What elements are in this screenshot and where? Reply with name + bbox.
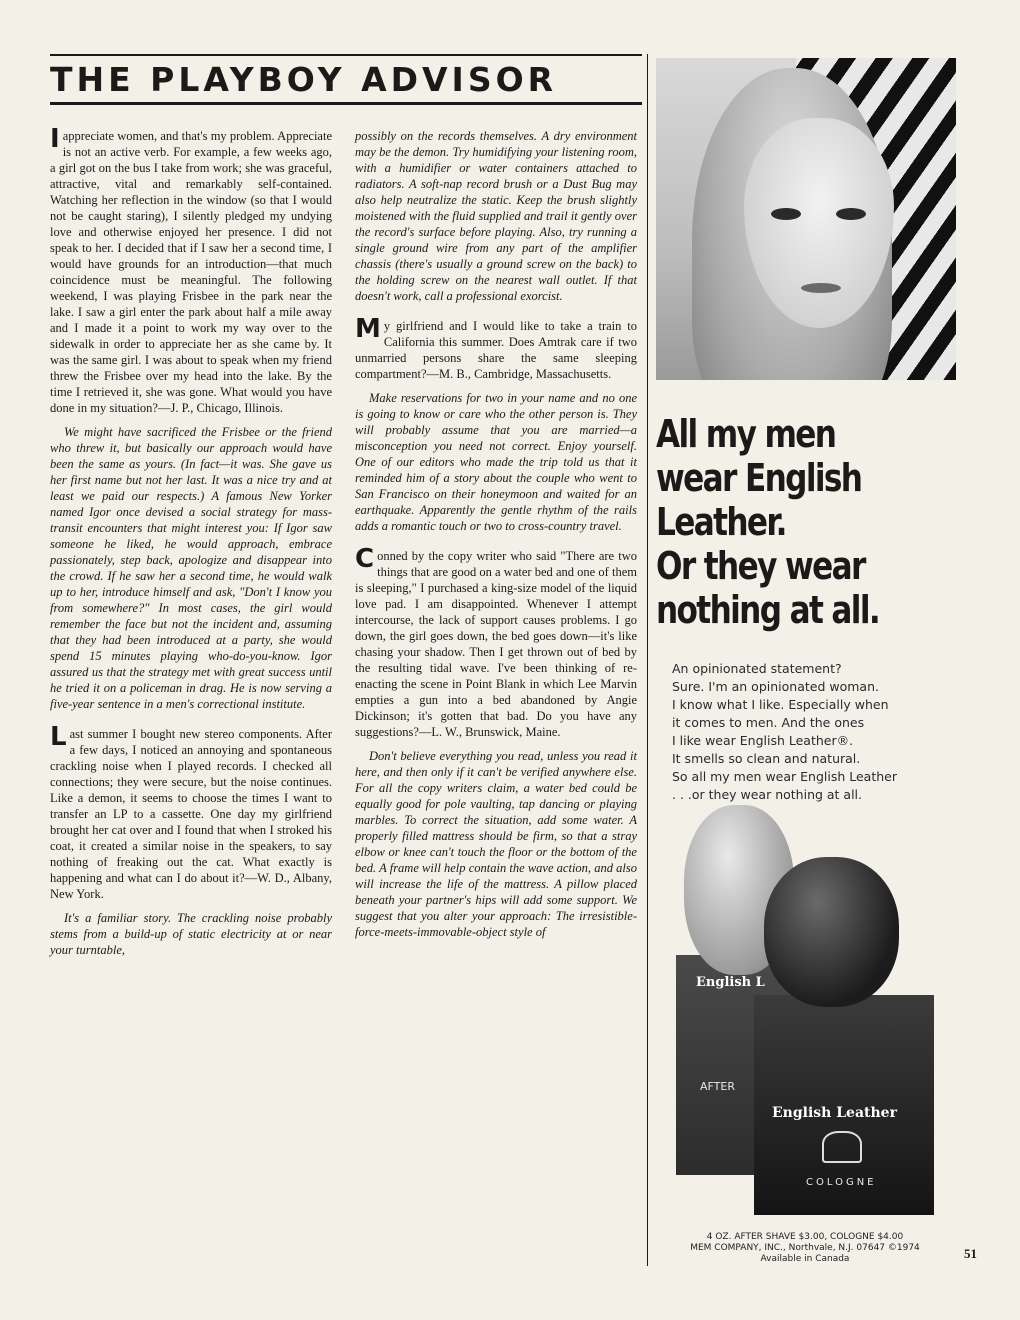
ad-photo-woman bbox=[656, 58, 956, 380]
fineprint-line: MEM COMPANY, INC., Northvale, N.J. 07647 ©1974 bbox=[690, 1243, 920, 1253]
drop-cap: L bbox=[50, 722, 67, 752]
answer-paragraph bbox=[355, 128, 637, 304]
drop-cap: I bbox=[50, 124, 60, 154]
ad-headline-line: wear English bbox=[656, 456, 862, 500]
saddle-icon bbox=[822, 1131, 862, 1163]
aftershave-label-after: AFTER bbox=[700, 1080, 735, 1093]
drop-cap: C bbox=[355, 544, 375, 574]
ad-headline bbox=[656, 412, 902, 632]
ad-headline-line: Or they wear bbox=[656, 544, 865, 588]
paragraph-text: Make reservations for two in your name and no one is going to know or care who the other person is. They will probably assume that you are married—a misconception you need not correct. Enjoy yourself. One of our editors who made the trip told us that it reminded him of a story about the couple who went to San Francisco on their honeymoon and waited for an earthquake. Apparently the gentle rhythm of the rails adds a romantic touch or two to cross-country travel. bbox=[355, 391, 637, 533]
ad-copy-line: It smells so clean and natural. bbox=[672, 751, 861, 766]
masthead-top-rule bbox=[50, 54, 642, 56]
article-column-1 bbox=[50, 124, 332, 966]
paragraph-text: We might have sacrificed the Frisbee or the friend who threw it, but basically our approach would have been the same as yours. (In fact—it was. She gave us her first name but not her last. It was a nice try and at least we paid our respects.) A famous New Yorker named Igor once devised a social strategy for mass-transit encounters that might interest you: If Igor saw someone he liked, he would approach, embrace passionately, step back, apologize and disappear into the crowd. If he saw her a second time, he would walk up to her, introduce himself and ask, "Don't I know you from somewhere?" In most cases, the girl would remember the face but not the incident and, assuming that they had been introduced at a party, she would spend 15 minutes playing who-do-you-know. Igor assured us that the strategy met with great success until he tried it on a policeman in drag. He is now serving a five-year sentence in a men's correctional institute. bbox=[50, 425, 332, 711]
question-paragraph bbox=[355, 314, 637, 382]
ad-copy-line: An opinionated statement? bbox=[672, 661, 842, 676]
answer-paragraph bbox=[355, 748, 637, 940]
ad-product-photo bbox=[676, 795, 938, 1217]
ad-headline-line: nothing at all. bbox=[656, 588, 880, 632]
paragraph-text: It's a familiar story. The crackling noise probably stems from a build-up of static electricity at or near your turntable, bbox=[50, 911, 332, 957]
answer-paragraph bbox=[50, 424, 332, 712]
paragraph-text: onned by the copy writer who said "There are two things that are good on a water bed and one of them is sleeping," I purchased a king-size model of the liquid love pad. I am disappointed. Whenever I attempt intercourse, the lack of support causes problems. I go down, the girl goes down, the bed goes down—it's like chasing your shadow. Then I get thrown out of bed by the resulting tidal wave. I've been thinking of re-enacting the scene in Point Blank in which Lee Marvin empties a gun into a bed abandoned by Angie Dickinson; it's gotten that bad. Do you have any suggestions?—L. W., Brunswick, Maine. bbox=[355, 549, 637, 739]
question-paragraph bbox=[355, 544, 637, 740]
section-title: THE PLAYBOY ADVISOR bbox=[50, 60, 558, 99]
aftershave-label: English L bbox=[696, 975, 765, 990]
ad-copy-line: . . .or they wear nothing at all. bbox=[672, 787, 863, 802]
ad-copy-line: I know what I like. Especially when bbox=[672, 697, 889, 712]
cologne-label-brand: English Leather bbox=[772, 1105, 897, 1121]
ad-copy-line: I like wear English Leather®. bbox=[672, 733, 854, 748]
question-paragraph bbox=[50, 124, 332, 416]
paragraph-text: y girlfriend and I would like to take a train to California this summer. Does Amtrak care if two unmarried persons share the same sleeping compartment?—M. B., Cambridge, Massachusetts. bbox=[355, 319, 637, 381]
cologne-cap bbox=[764, 857, 899, 1007]
ad-copy-line: it comes to men. And the ones bbox=[672, 715, 865, 730]
fineprint-line: Available in Canada bbox=[760, 1254, 850, 1264]
photo-eye-right bbox=[836, 208, 866, 220]
photo-eye-left bbox=[771, 208, 801, 220]
ad-headline-line: Leather. bbox=[656, 500, 786, 544]
ad-copy-line: So all my men wear English Leather bbox=[672, 769, 897, 784]
ad-divider-rule bbox=[647, 54, 648, 1266]
question-paragraph bbox=[50, 722, 332, 902]
paragraph-text: Don't believe everything you read, unless you read it here, and then only if it can't be verified anywhere else. For all the copy writers claim, a water bed could be equally good for pole vaulting, tap dancing or playing marbles. To correct the situation, add some water. A properly filled mattress should be firm, so that a stray elbow or knee can't touch the floor or the bottom of the bed. A frame will help contain the wave action, and also will increase the life of the mattress. A pillow placed beneath your partner's hips will add some support. We suggest that you alter your approach: The irresistible-force-meets-immovable-object style of bbox=[355, 749, 637, 939]
page-number: 51 bbox=[964, 1246, 977, 1261]
drop-cap: M bbox=[355, 314, 381, 344]
paragraph-text: possibly on the records themselves. A dry environment may be the demon. Try humidifying your listening room, with a humidifier or water containers attached to radiators. A soft-nap record brush or a Dust Bug may also help neutralize the static. Keep the brush slightly moistened with the fluid supplied and trail it gently over the record's surface before playing. Also, try running a single ground wire from any part of the amplifier chassis (there's usually a ground screw on the back) to the holding screw on the nearest wall outlet. If that doesn't work, call a professional exorcist. bbox=[355, 129, 637, 303]
ad-headline-line: All my men bbox=[656, 412, 836, 456]
masthead-bottom-rule bbox=[50, 102, 642, 105]
ad-fineprint bbox=[660, 1232, 950, 1265]
ad-copy-line: Sure. I'm an opinionated woman. bbox=[672, 679, 879, 694]
paragraph-text: ast summer I bought new stereo components. After a few days, I noticed an annoying and spontaneous crackling noise when I played records. I checked all connections; they were secure, but the noise continues. Like a demon, it seems to choose the times I want to transfer an LP to a cassette. One day my girlfriend brought her cat over and I found that when I stroked his coat, it created a similar noise in the speakers, to say nothing of freaking out the cat. What exactly is happening and what can I do about it?—W. D., Albany, New York. bbox=[50, 727, 332, 901]
cologne-label-type: COLOGNE bbox=[806, 1177, 877, 1188]
answer-paragraph bbox=[50, 910, 332, 958]
article-column-2 bbox=[355, 128, 637, 948]
photo-lips bbox=[801, 283, 841, 293]
answer-paragraph bbox=[355, 390, 637, 534]
ad-body-copy bbox=[672, 660, 942, 804]
paragraph-text: appreciate women, and that's my problem. Appreciate is not an active verb. For example, a few weeks ago, a girl got on the bus I take from work; she was graceful, attractive, vital and remarkably self-contained. Watching her reflection in the window (so that I would not be caught staring), I silently pledged my undying love and otherwise enjoyed her presence. I did not speak to her. I decided that if I saw her a second time, I would have grounds for an introduction—that much coincidence must be meaningful. The following weekend, I was playing Frisbee in the park near the lake. I saw a girl enter the park about half a mile away and I made it a point to work my way over to the sidewalk in order to appreciate her as she came by. It was the same girl. I was about to speak when my friend threw the Frisbee over my head into the lake. By the time I retrieved it, she was gone. What would you have done in my situation?—J. P., Chicago, Illinois. bbox=[50, 129, 332, 415]
fineprint-line: 4 OZ. AFTER SHAVE $3.00, COLOGNE $4.00 bbox=[706, 1232, 904, 1242]
